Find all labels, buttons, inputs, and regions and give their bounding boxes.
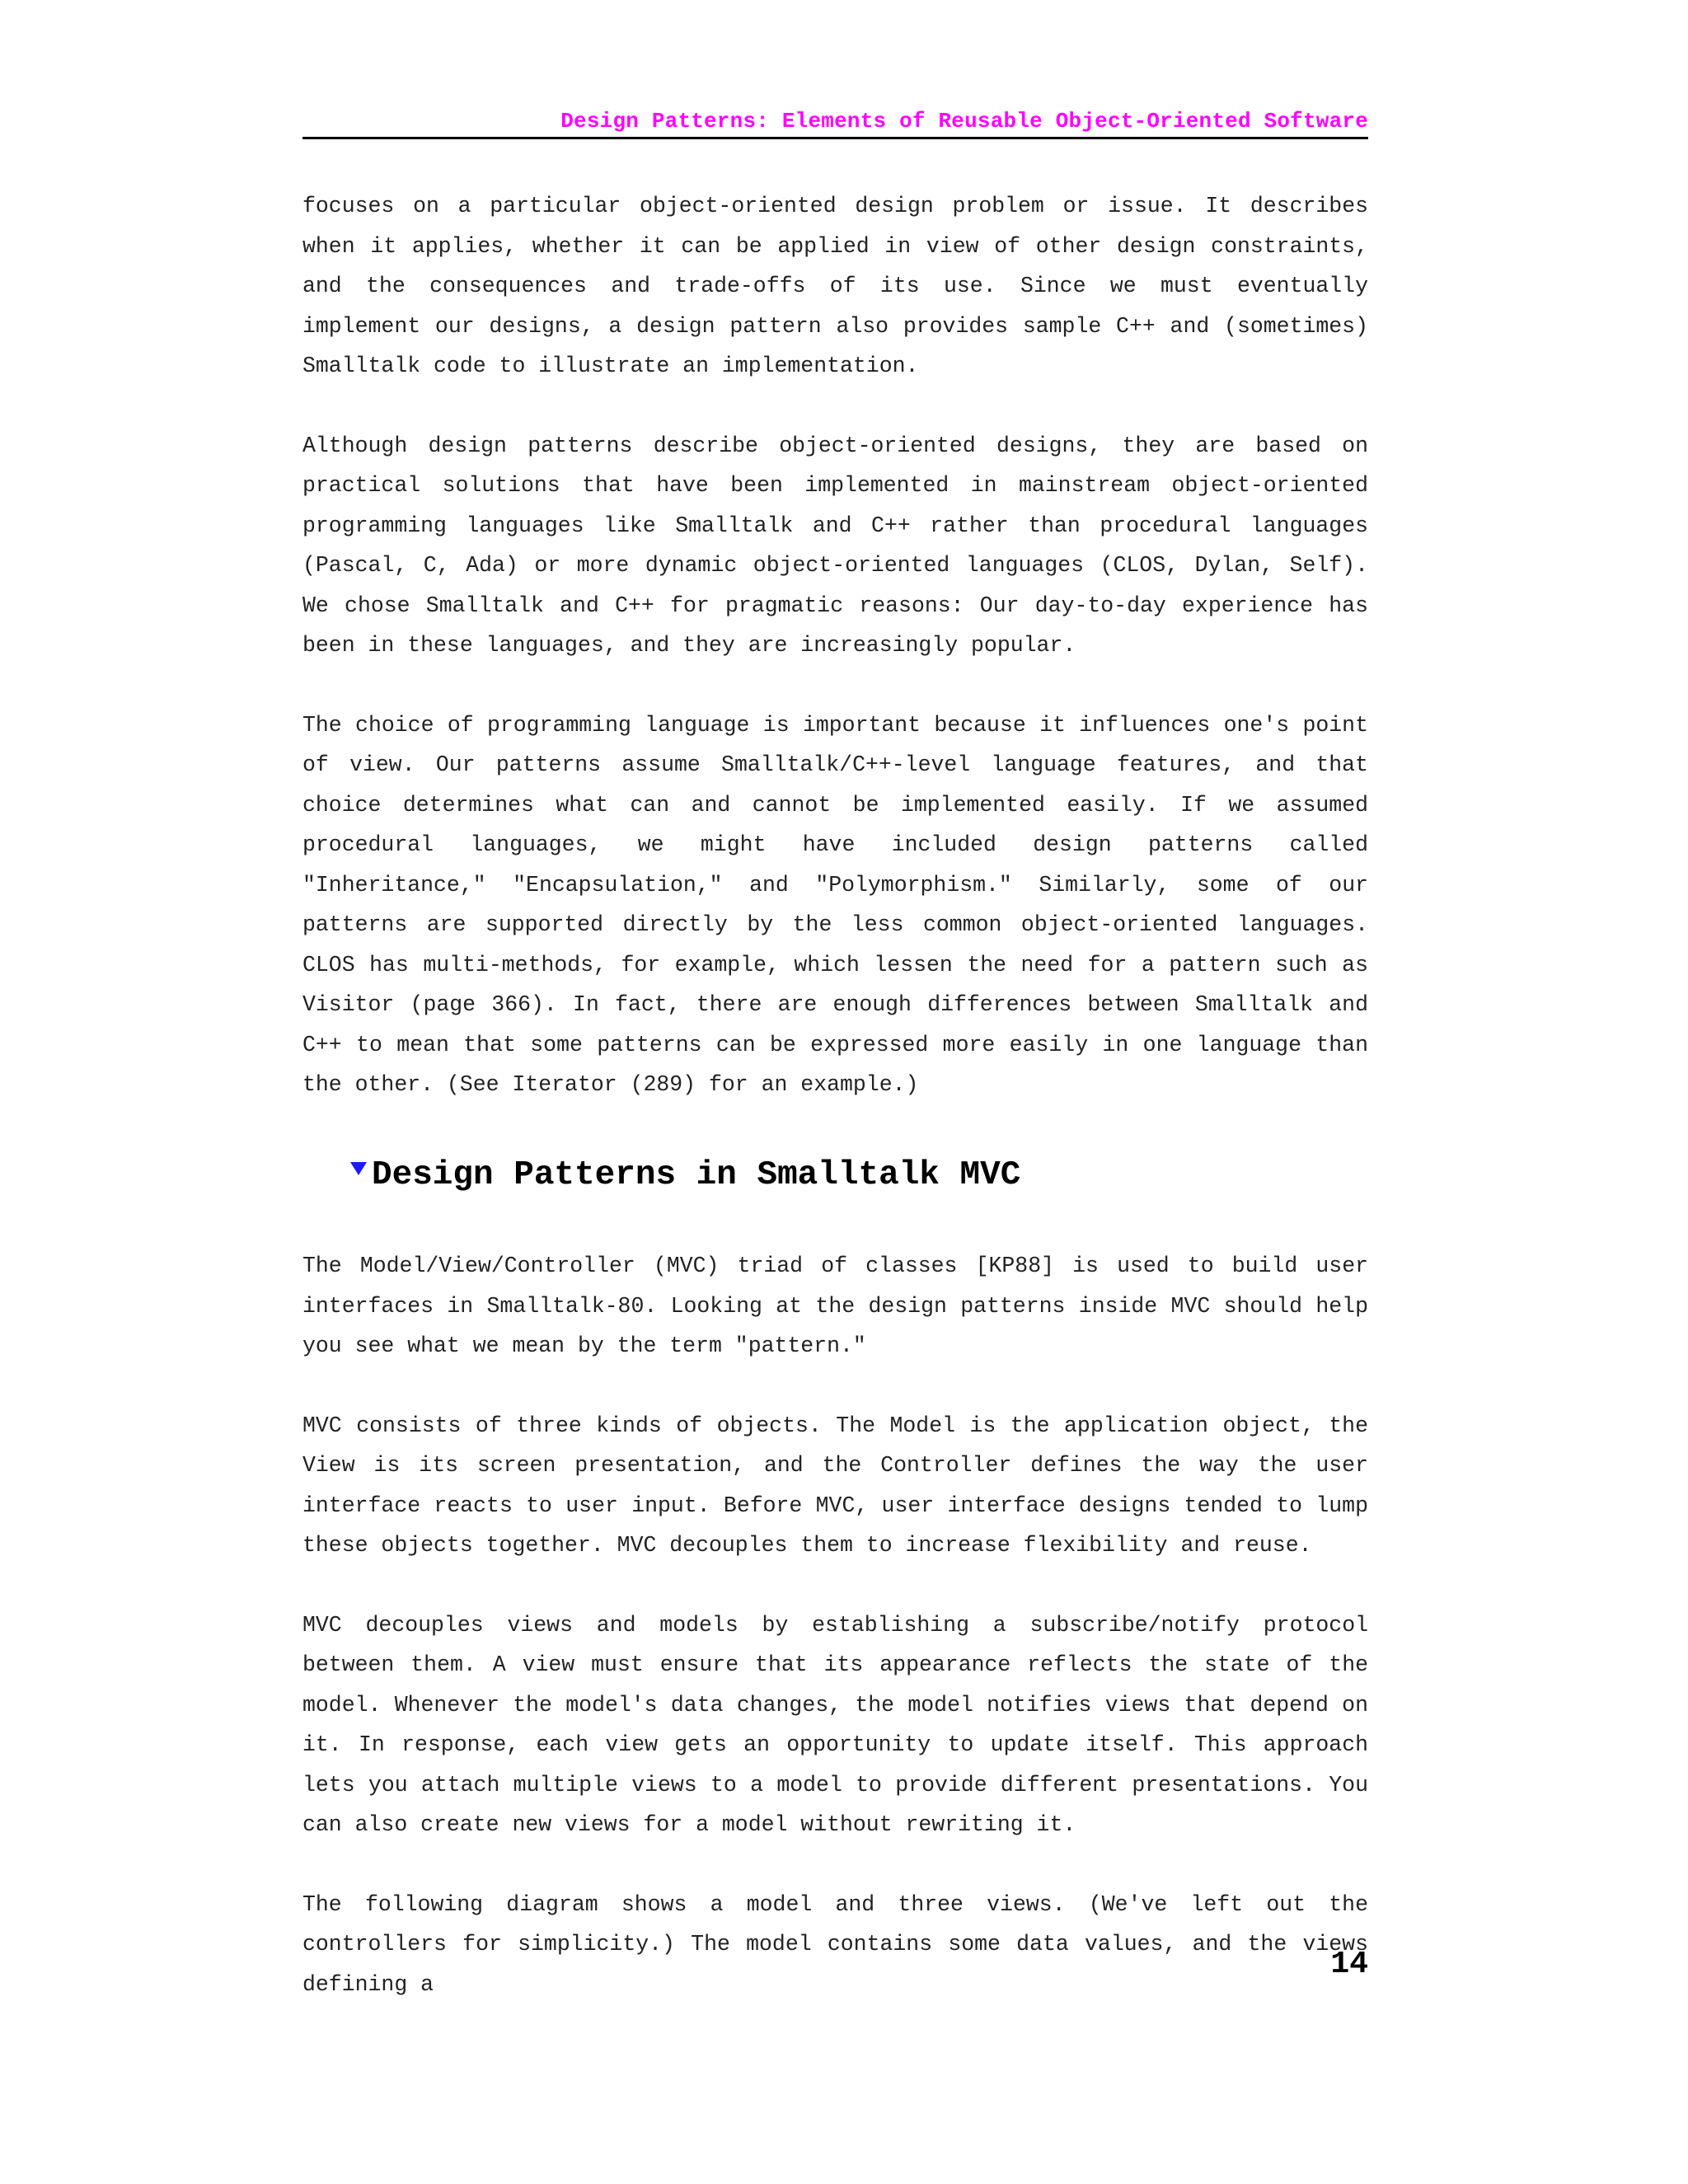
paragraph: MVC decouples views and models by establishing a subscribe/notify protocol between them. A view must ensure that its appearance reflects the state of the model. Whenever the model's data changes, the model notifies views that depend on it. In response, each view gets an opportunity to update itself. This approach lets you attach multiple views to a model to provide different presentations. You can also create new views for a model without rewriting it. xyxy=(302,1612,1368,1837)
intro-block xyxy=(302,186,1368,1105)
paragraph: The choice of programming language is important because it influences one's point of view. Our patterns assume Smalltalk/C++-level language features, and that choice determines what can and cannot be implemented easily. If we assumed procedural languages, we might have included design patterns called "Inheritance," "Encapsulation," and "Polymorphism." Similarly, some of our patterns are supported directly by the less common object-oriented languages. CLOS has multi-methods, for example, which lessen the need for a pattern such as Visitor (page 366). In fact, there are enough differences between Smalltalk and C++ to mean that some patterns can be expressed more easily in one language than the other. (See Iterator (289) for an example.) xyxy=(302,712,1368,1097)
page-number: 14 xyxy=(1330,1947,1368,1982)
section-title: Design Patterns in Smalltalk MVC xyxy=(372,1156,1021,1194)
section-block xyxy=(302,1246,1368,2004)
paragraph: focuses on a particular object-oriented design problem or issue. It describes when it applies, whether it can be applied in view of other design constraints, and the consequences and trade-offs of its use. Since we must eventually implement our designs, a design pattern also provides sample C++ and (sometimes) Smalltalk code to illustrate an implementation. xyxy=(302,194,1368,378)
running-header xyxy=(302,109,1368,139)
paragraph: The following diagram shows a model and three views. (We've left out the controllers for simplicity.) The model contains some data values, and the views defining a xyxy=(302,1891,1368,1997)
paragraph: The Model/View/Controller (MVC) triad of classes [KP88] is used to build user interfaces in Smalltalk-80. Looking at the design patterns inside MVC should help you see what we mean by the term "pattern." xyxy=(302,1254,1368,1358)
section-heading xyxy=(350,1151,1020,1200)
book-title: Design Patterns: Elements of Reusable Object-Oriented Software xyxy=(560,109,1368,134)
triangle-down-icon[interactable] xyxy=(350,1162,367,1175)
paragraph: MVC consists of three kinds of objects. The Model is the application object, the View is its screen presentation, and the Controller defines the way the user interface reacts to user input. Before MVC, user interface designs tended to lump these objects together. MVC decouples them to increase flexibility and reuse. xyxy=(302,1413,1368,1558)
paragraph: Although design patterns describe object-oriented designs, they are based on practical solutions that have been implemented in mainstream object-oriented programming languages like Smalltalk and C++ rather than procedural languages (Pascal, C, Ada) or more dynamic object-oriented languages (CLOS, Dylan, Self). We chose Smalltalk and C++ for pragmatic reasons: Our day-to-day experience has been in these languages, and they are increasingly popular. xyxy=(302,433,1368,658)
